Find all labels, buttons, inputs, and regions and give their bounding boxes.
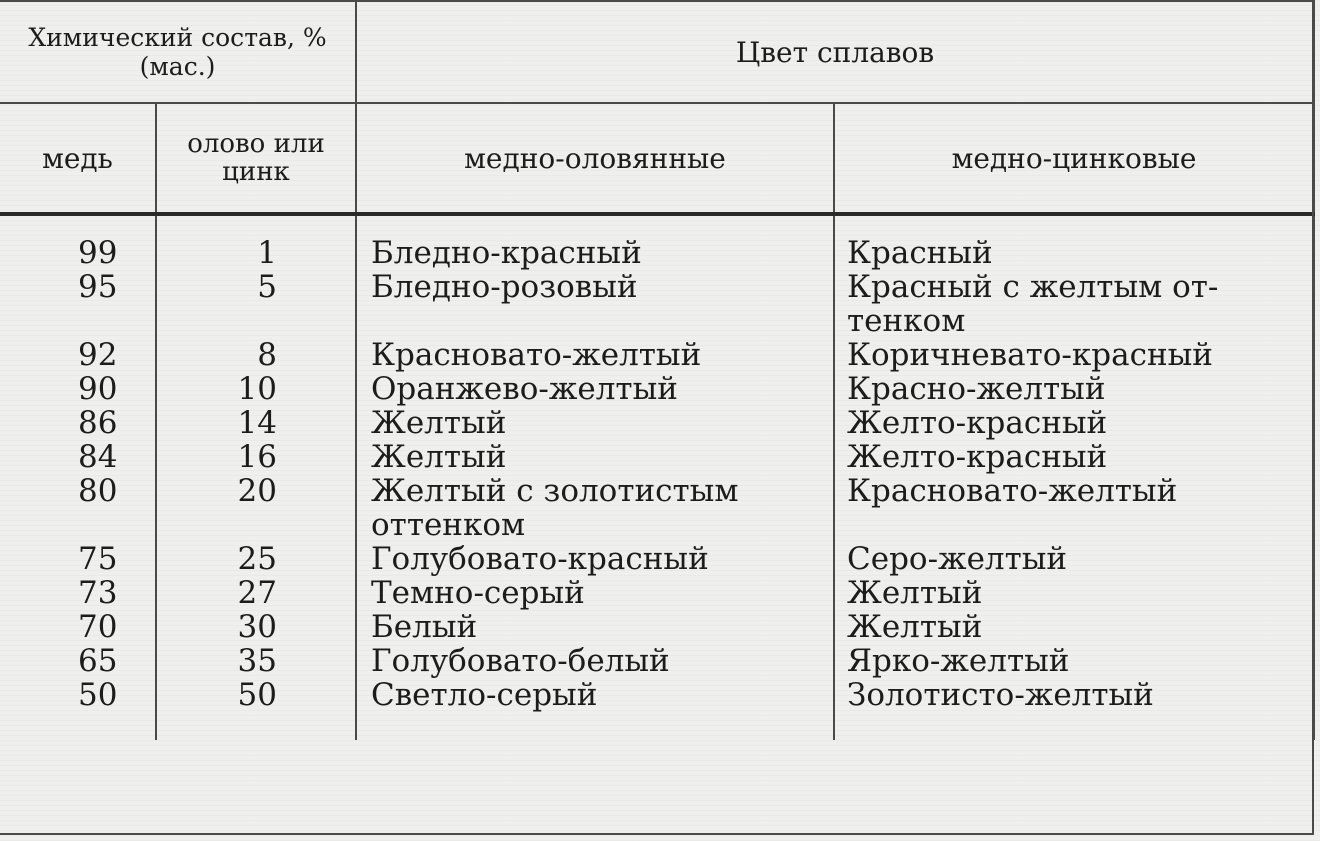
copper-tin-color-cell: Желтый с золотистым оттенком (356, 474, 834, 542)
copper-zinc-color-cell: Красный с желтым от-тенком (834, 270, 1314, 338)
tin-zinc-cell: 27 (156, 576, 356, 610)
tin-zinc-cell: 14 (156, 406, 356, 440)
copper-cell: 90 (0, 372, 156, 406)
copper-cell: 70 (0, 610, 156, 644)
copper-zinc-color-cell: Красновато-желтый (834, 474, 1314, 542)
copper-tin-color-cell: Красновато-желтый (356, 338, 834, 372)
tin-zinc-cell: 10 (156, 372, 356, 406)
tin-zinc-cell: 50 (156, 678, 356, 740)
copper-cell: 92 (0, 338, 156, 372)
table-row (0, 406, 1314, 440)
tin-zinc-cell: 35 (156, 644, 356, 678)
tin-zinc-cell: 30 (156, 610, 356, 644)
copper-zinc-color-cell: Желтый (834, 610, 1314, 644)
table-row (0, 338, 1314, 372)
copper-cell: 99 (0, 236, 156, 270)
copper-zinc-color-cell: Коричневато-красный (834, 338, 1314, 372)
tin-zinc-cell: 8 (156, 338, 356, 372)
copper-tin-color-cell: Желтый (356, 440, 834, 474)
copper-tin-color-cell: Бледно-розовый (356, 270, 834, 338)
copper-tin-color-cell: Светло-серый (356, 678, 834, 740)
copper-zinc-color-cell: Желтый (834, 576, 1314, 610)
copper-zinc-color-cell: Золотисто-желтый (834, 678, 1314, 740)
tin-zinc-cell: 5 (156, 270, 356, 338)
copper-zinc-color-cell: Красный (834, 236, 1314, 270)
copper-cell: 84 (0, 440, 156, 474)
copper-tin-color-cell: Темно-серый (356, 576, 834, 610)
copper-tin-color-cell: Бледно-красный (356, 236, 834, 270)
copper-zinc-color-cell: Ярко-желтый (834, 644, 1314, 678)
copper-cell: 75 (0, 542, 156, 576)
header-copper-zinc: медно-цинковые (834, 103, 1314, 214)
header-copper: медь (0, 103, 156, 214)
header-alloy-color: Цвет сплавов (356, 1, 1314, 103)
copper-zinc-color-cell: Желто-красный (834, 406, 1314, 440)
tin-zinc-cell: 25 (156, 542, 356, 576)
table-row (0, 236, 1314, 270)
copper-cell: 95 (0, 270, 156, 338)
copper-zinc-color-cell: Красно-желтый (834, 372, 1314, 406)
table-row (0, 542, 1314, 576)
copper-tin-color-cell: Оранжево-желтый (356, 372, 834, 406)
copper-cell: 65 (0, 644, 156, 678)
spacer-row (0, 214, 1314, 236)
header-copper-tin: медно-оловянные (356, 103, 834, 214)
tin-zinc-cell: 1 (156, 236, 356, 270)
table-row (0, 576, 1314, 610)
copper-zinc-color-cell: Серо-желтый (834, 542, 1314, 576)
table-row (0, 440, 1314, 474)
table-row (0, 678, 1314, 740)
copper-zinc-color-cell: Желто-красный (834, 440, 1314, 474)
table-row (0, 372, 1314, 406)
copper-cell: 50 (0, 678, 156, 740)
table-row (0, 610, 1314, 644)
header-chemical-composition: Химический состав, % (мас.) (0, 1, 356, 103)
tin-zinc-cell: 16 (156, 440, 356, 474)
copper-cell: 73 (0, 576, 156, 610)
table-row (0, 270, 1314, 338)
table-row (0, 474, 1314, 542)
table-row (0, 644, 1314, 678)
copper-tin-color-cell: Желтый (356, 406, 834, 440)
copper-tin-color-cell: Голубовато-белый (356, 644, 834, 678)
copper-cell: 86 (0, 406, 156, 440)
copper-tin-color-cell: Белый (356, 610, 834, 644)
copper-cell: 80 (0, 474, 156, 542)
header-tin-or-zinc: олово или цинк (156, 103, 356, 214)
tin-zinc-cell: 20 (156, 474, 356, 542)
copper-tin-color-cell: Голубовато-красный (356, 542, 834, 576)
